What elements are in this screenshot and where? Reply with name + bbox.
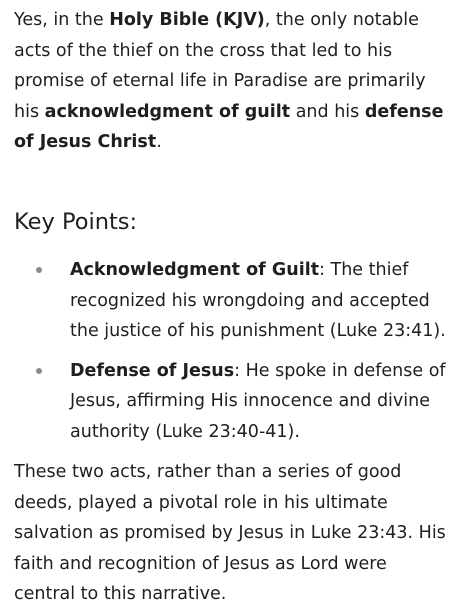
intro-bold-bible: Holy Bible (KJV) xyxy=(109,10,265,30)
point-text: : He spoke in defense of Jesus, affirming His innocence and divine authority (Luke 23:40-41). xyxy=(70,360,446,442)
list-item xyxy=(0,255,457,347)
key-points-heading: Key Points: xyxy=(14,209,138,235)
intro-bold-guilt: acknowledgment of guilt xyxy=(44,101,291,122)
point-text: : The thief recognized his wrongdoing and accepted the justice of his punishment (Luke 23:41). xyxy=(70,260,446,341)
intro-bold-defense: defense of Jesus Christ xyxy=(14,101,444,152)
intro-text-2: , the only notable acts of the thief on the cross that led to his promise of eternal life in Paradise are primarily his xyxy=(14,10,426,122)
bullet-icon xyxy=(36,267,42,273)
key-points-list xyxy=(0,255,457,447)
point-title: Defense of Jesus xyxy=(70,360,235,381)
intro-text-3: and his xyxy=(290,101,365,122)
closing-paragraph: These two acts, rather than a series of good deeds, played a pivotal role in his ultimate salvation as promised by Jesus in Luke 23:43. His faith and recognition of Jesus as Lord were central to this narrative. xyxy=(14,462,446,604)
intro-paragraph xyxy=(14,0,451,158)
list-item xyxy=(0,356,457,448)
point-title: Acknowledgment of Guilt xyxy=(70,260,320,280)
bullet-icon xyxy=(36,368,42,374)
intro-text-1: Yes, in the xyxy=(14,10,110,30)
intro-text-4: . xyxy=(156,132,162,152)
